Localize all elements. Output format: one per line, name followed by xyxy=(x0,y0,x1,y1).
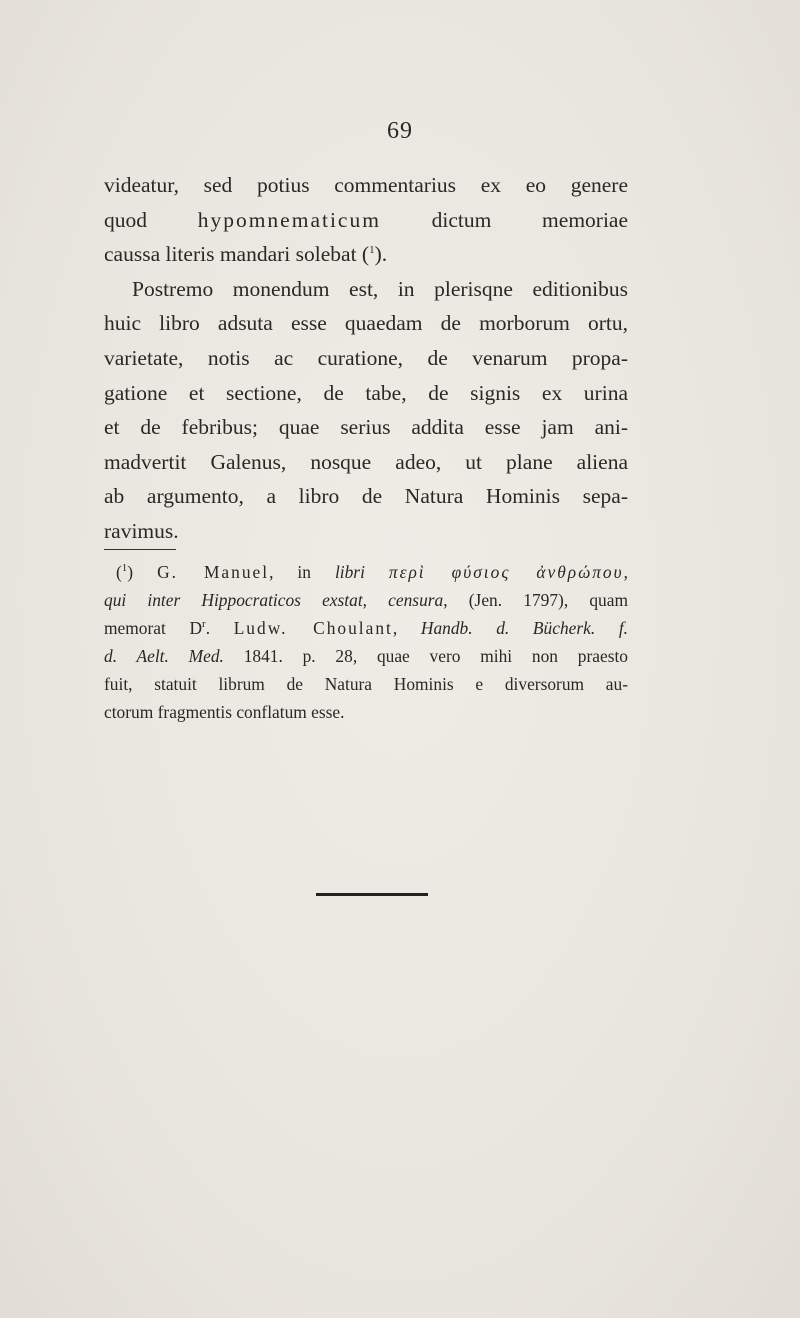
footnote xyxy=(104,558,628,726)
superscript: r xyxy=(202,618,206,631)
footnote-line2 xyxy=(104,586,628,614)
text-fragment: caussa literis mandari solebat ( xyxy=(104,242,370,267)
paragraph2-line: gatione et sectione, de tabe, de signis ex urina xyxy=(104,380,628,405)
text-fragment: memorat D xyxy=(104,618,203,638)
paragraph1-line2 xyxy=(104,203,628,238)
text-fragment: qui inter Hippocraticos exstat, censura xyxy=(104,590,444,610)
footnote-line4 xyxy=(104,642,628,670)
text-fragment: libri xyxy=(334,562,365,582)
paragraph2-line: huic libro adsuta esse quaedam de morborum ortu, xyxy=(104,311,628,336)
footnote-line1 xyxy=(104,558,628,586)
text-fragment: , xyxy=(392,618,421,638)
book-title: d. Aelt. Med. xyxy=(104,646,224,666)
text-fragment: , in xyxy=(269,562,311,582)
book-title: Handb. d. Bücherk. f. xyxy=(420,618,629,638)
paragraph1-line3 xyxy=(104,237,628,272)
paragraph2-line: ab argumento, a libro de Natura Hominis sepa- xyxy=(104,484,628,509)
paragraph1-line1: videatur, sed potius commentarius ex eo genere xyxy=(104,173,628,197)
footnote-line3 xyxy=(104,614,628,642)
greek-title: περὶ φύσιος ἀνθρώπου xyxy=(388,562,624,582)
spaced-term: hypomnematicum xyxy=(197,207,381,232)
footnote-reference: 1 xyxy=(369,244,375,257)
main-text xyxy=(104,168,628,549)
paragraph2-line: ravimus. xyxy=(104,518,179,543)
page-number: 69 xyxy=(387,118,413,144)
text-fragment: dictum memoriae xyxy=(431,207,629,232)
text-fragment: , xyxy=(623,562,628,582)
footnote-line6: ctorum fragmentis conflatum esse. xyxy=(104,702,345,722)
text-fragment: . xyxy=(205,618,234,638)
paragraph2-line: Postremo monendum est, in plerisqne editionibus xyxy=(132,276,628,301)
paragraph2-line: madvertit Galenus, nosque adeo, ut plane aliena xyxy=(104,449,628,474)
text-fragment: 1841. p. 28, quae vero mihi non praesto xyxy=(223,646,628,666)
text-fragment: , (Jen. 1797), quam xyxy=(443,590,628,610)
paragraph2-line: et de febribus; quae serius addita esse jam ani- xyxy=(104,415,628,440)
paragraph2-line: varietate, notis ac curatione, de venarum propa- xyxy=(104,345,628,370)
footnote-line5: fuit, statuit librum de Natura Hominis e diversorum au- xyxy=(104,674,628,694)
author-name: Ludw. Choulant xyxy=(233,618,393,638)
footnote-divider xyxy=(104,549,176,550)
end-divider xyxy=(316,893,428,896)
footnote-marker-number: 1 xyxy=(121,562,128,575)
text-fragment: ). xyxy=(374,242,388,267)
author-name: G. Manuel xyxy=(157,562,270,582)
text-fragment: quod xyxy=(104,207,147,232)
footnote-marker-close: ) xyxy=(127,562,134,582)
footnote-marker-open: ( xyxy=(116,562,122,582)
